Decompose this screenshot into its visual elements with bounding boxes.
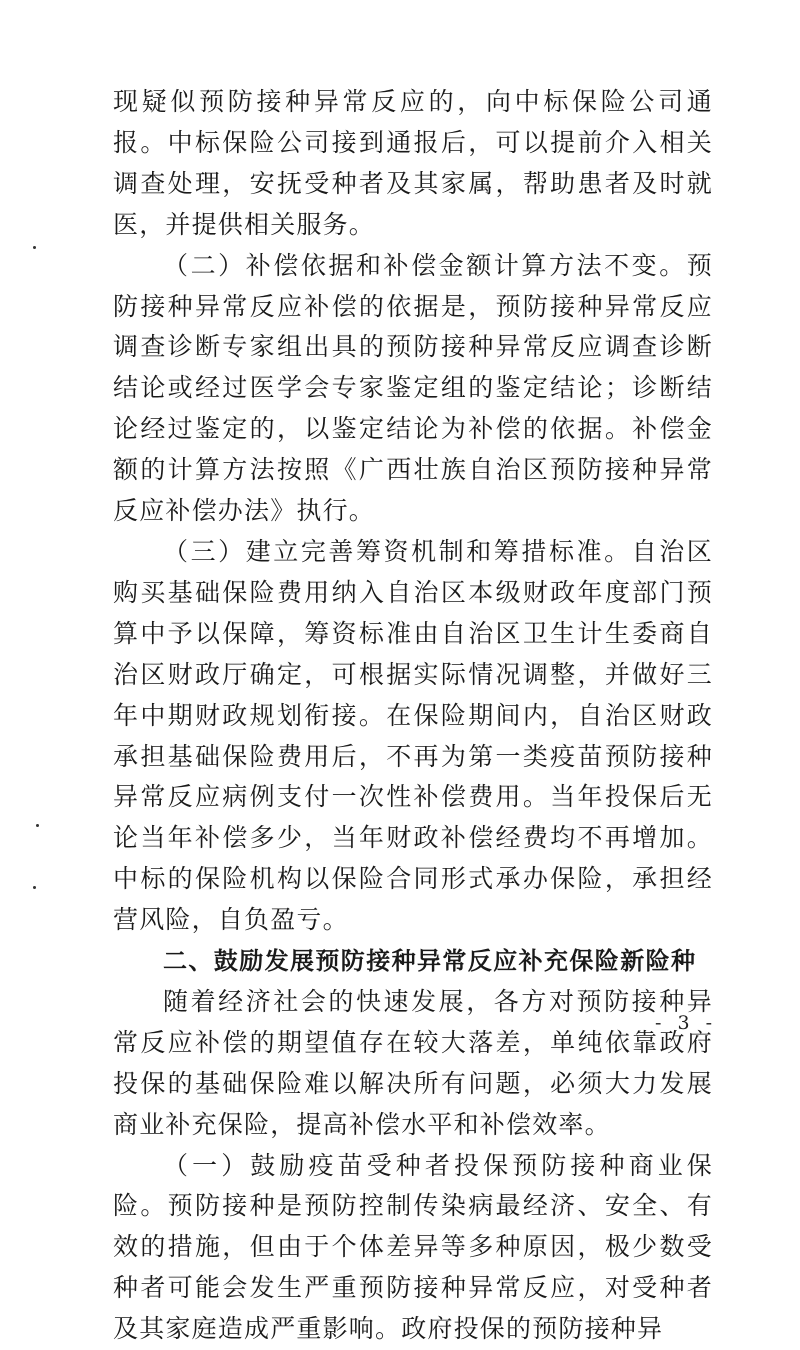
- margin-mark: [36, 824, 39, 827]
- paragraph-compensation-basis: （二）补偿依据和补偿金额计算方法不变。预防接种异常反应补偿的依据是，预防接种异常反应调查诊断专家组出具的预防接种异常反应调查诊断结论或经过医学会专家鉴定组的鉴定结论；诊断结论经过鉴定的，以鉴定结论为补偿的依据。补偿金额的计算方法按照《广西壮族自治区预防接种异常反应补偿办法》执行。: [113, 250, 713, 526]
- paragraph-funding-mechanism: （三）建立完善筹资机制和筹措标准。自治区购买基础保险费用纳入自治区本级财政年度部门预算中予以保障，筹资标准由自治区卫生计生委商自治区财政厅确定，可根据实际情况调整，并做好三年中期财政规划衔接。在保险期间内，自治区财政承担基础保险费用后，不再为第一类疫苗预防接种异常反应病例支付一次性补偿费用。当年投保后无论当年补偿多少，当年财政补偿经费均不再增加。中标的保险机构以保险合同形式承办保险，承担经营风险，自负盈亏。: [113, 536, 713, 935]
- margin-mark: [33, 886, 36, 889]
- body-text: [113, 82, 713, 1350]
- paragraph-supplementary-insurance: 随着经济社会的快速发展，各方对预防接种异常反应补偿的期望值存在较大落差，单纯依靠政府投保的基础保险难以解决所有问题，必须大力发展商业补充保险，提高补偿水平和补偿效率。: [113, 986, 713, 1139]
- section-heading: 二、鼓励发展预防接种异常反应补充保险新险种: [163, 947, 697, 976]
- margin-mark: [33, 246, 36, 249]
- page-number: - 3 -: [655, 1012, 718, 1034]
- paragraph-encourage-commercial-insurance: （一）鼓励疫苗受种者投保预防接种商业保险。预防接种是预防控制传染病最经济、安全、有效的措施，但由于个体差异等多种原因，极少数受种者可能会发生严重预防接种异常反应，对受种者及其家庭造成严重影响。政府投保的预防接种异: [113, 1150, 713, 1344]
- paragraph-notification: 现疑似预防接种异常反应的，向中标保险公司通报。中标保险公司接到通报后，可以提前介入相关调查处理，安抚受种者及其家属，帮助患者及时就医，并提供相关服务。: [113, 87, 713, 239]
